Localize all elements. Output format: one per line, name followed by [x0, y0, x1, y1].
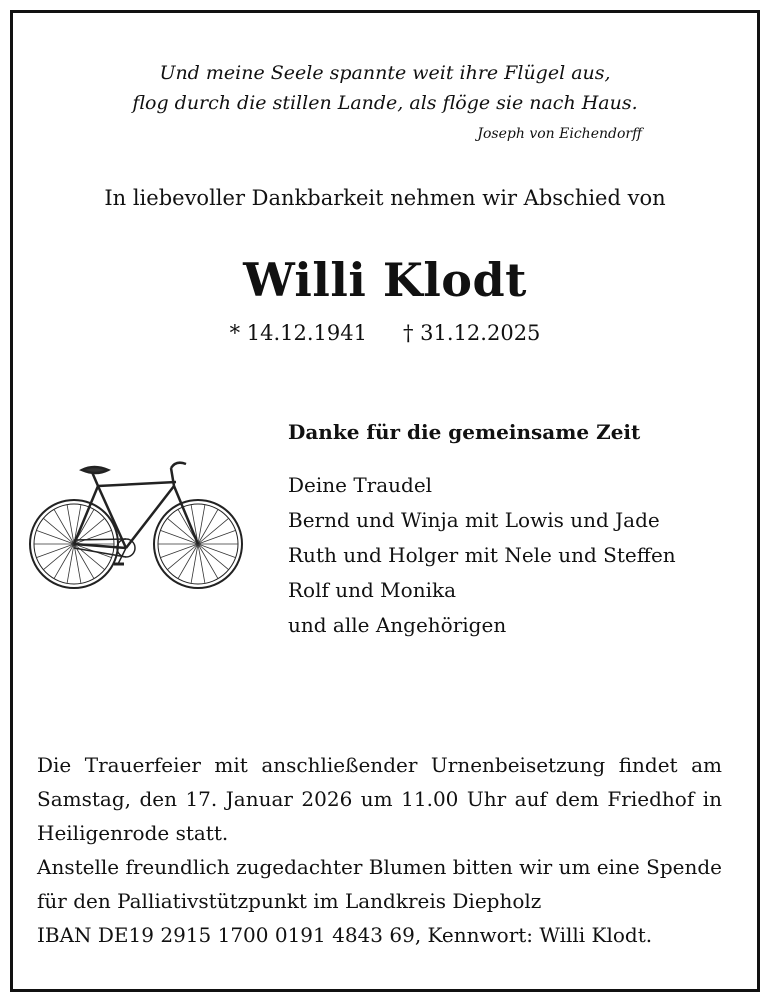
- mourner-line: Ruth und Holger mit Nele und Steffen: [288, 543, 676, 567]
- life-dates: [0, 321, 770, 345]
- death-date: † 31.12.2025: [403, 321, 541, 345]
- birth-date: * 14.12.1941: [229, 321, 367, 345]
- mourner-line: Deine Traudel: [288, 473, 433, 497]
- deceased-name: Willi Klodt: [243, 253, 527, 307]
- wheel-spoke: [43, 544, 74, 570]
- bank-details: IBAN DE19 2915 1700 0191 4843 69, Kennwort: Willi Klodt.: [37, 923, 653, 947]
- thanks-heading: Danke für die gemeinsame Zeit: [288, 420, 641, 444]
- wheel-spoke: [167, 544, 198, 570]
- wheel-spoke: [36, 530, 74, 544]
- poem-line-2: flog durch die stillen Lande, als flöge sie nach Haus.: [132, 92, 638, 114]
- ceremony-notice: Die Trauerfeier mit anschließender Urnenbeisetzung findet am Samstag, den 17. Januar 2026 um 11.00 Uhr auf dem Friedhof in Heiligenrode statt.: [37, 753, 722, 845]
- wheel-spoke: [198, 544, 236, 558]
- wheel-spoke: [198, 544, 229, 570]
- wheel-spoke: [36, 544, 74, 558]
- poem-line-1: Und meine Seele spannte weit ihre Flügel aus,: [159, 62, 611, 84]
- wheel-spoke: [74, 544, 105, 570]
- wheel-spoke: [160, 544, 198, 558]
- donation-request: Anstelle freundlich zugedachter Blumen bitten wir um eine Spende für den Palliativstützpunkt im Landkreis Diepholz: [37, 855, 722, 913]
- wheel-spoke: [43, 518, 74, 544]
- intro-text: In liebevoller Dankbarkeit nehmen wir Abschied von: [104, 186, 666, 210]
- mourner-line: Rolf und Monika: [288, 578, 457, 602]
- bicycle-icon: [26, 456, 246, 592]
- poem-author: Joseph von Eichendorff: [477, 126, 642, 142]
- wheel-spoke: [198, 530, 236, 544]
- wheel-spoke: [198, 518, 229, 544]
- mourners-list: [288, 468, 676, 643]
- mourner-line: und alle Angehörigen: [288, 613, 507, 637]
- donation-notice: [37, 850, 722, 952]
- mourner-line: Bernd und Winja mit Lowis und Jade: [288, 508, 660, 532]
